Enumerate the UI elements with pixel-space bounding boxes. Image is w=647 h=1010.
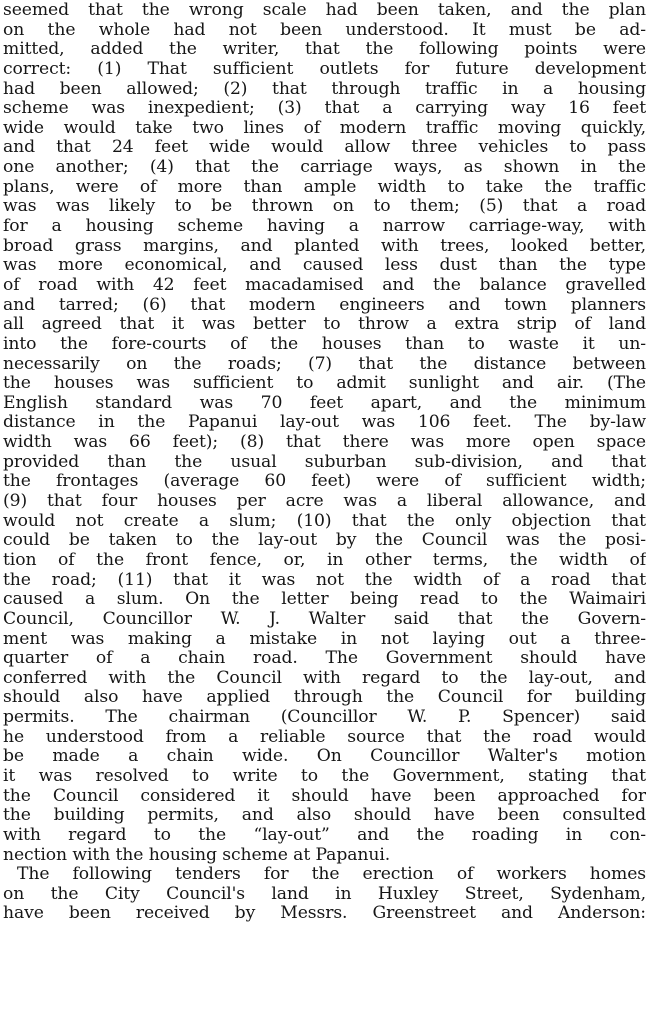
text-line: the building permits, and also should have been consulted — [3, 806, 646, 826]
text-line: correct: (1) That sufficient outlets for future development — [3, 59, 646, 79]
text-line: English standard was 70 feet apart, and the minimum — [3, 393, 646, 413]
text-line: be made a chain wide. On Councillor Walter's motion — [3, 747, 646, 767]
text-line: plans, were of more than ample width to take the traffic — [3, 177, 646, 197]
text-line: into the fore-courts of the houses than to waste it un- — [3, 334, 646, 354]
text-line: on the whole had not been understood. It must be ad- — [3, 20, 646, 40]
text-line: would not create a slum; (10) that the only objection that — [3, 511, 646, 531]
text-line: tion of the front fence, or, in other terms, the width of — [3, 550, 646, 570]
text-line: scheme was inexpedient; (3) that a carrying way 16 feet — [3, 99, 646, 119]
text-line: the road; (11) that it was not the width of a road that — [3, 570, 646, 590]
text-line: conferred with the Council with regard to the lay-out, and — [3, 668, 646, 688]
text-line: should also have applied through the Council for building — [3, 688, 646, 708]
text-line: was more economical, and caused less dust than the type — [3, 256, 646, 276]
paragraph-start-line: The following tenders for the erection of workers homes — [17, 865, 646, 885]
text-line: the houses was sufficient to admit sunlight and air. (The — [3, 374, 646, 394]
text-line: distance in the Papanui lay-out was 106 feet. The by-law — [3, 413, 646, 433]
text-line: the frontages (average 60 feet) were of sufficient width; — [3, 472, 646, 492]
paragraph-end-line: nection with the housing scheme at Papanui. — [3, 845, 391, 865]
text-line: he understood from a reliable source that the road would — [3, 727, 646, 747]
text-line: and tarred; (6) that modern engineers and town planners — [3, 295, 646, 315]
text-line: (9) that four houses per acre was a liberal allowance, and — [3, 492, 646, 512]
text-line: of road with 42 feet macadamised and the balance gravelled — [3, 275, 646, 295]
text-line: and that 24 feet wide would allow three vehicles to pass — [3, 138, 646, 158]
text-line: ment was making a mistake in not laying out a three- — [3, 629, 646, 649]
text-line: could be taken to the lay-out by the Council was the posi- — [3, 531, 646, 551]
text-line: on the City Council's land in Huxley Street, Sydenham, — [3, 884, 646, 904]
text-line: for a housing scheme having a narrow carriage-way, with — [3, 217, 646, 237]
text-line: the Council considered it should have been approached for — [3, 786, 646, 806]
text-line: have been received by Messrs. Greenstreet and Anderson: — [3, 904, 646, 924]
text-line: it was resolved to write to the Government, stating that — [3, 766, 646, 786]
text-line: seemed that the wrong scale had been taken, and the plan — [3, 1, 646, 20]
text-line: had been allowed; (2) that through traffic in a housing — [3, 79, 646, 99]
text-line: Council, Councillor W. J. Walter said that the Govern- — [3, 609, 646, 629]
text-line: quarter of a chain road. The Government should have — [3, 649, 646, 669]
text-line: mitted, added the writer, that the following points were — [3, 40, 646, 60]
text-line: all agreed that it was better to throw a extra strip of land — [3, 315, 646, 335]
text-line: broad grass margins, and planted with trees, looked better, — [3, 236, 646, 256]
text-line: necessarily on the roads; (7) that the distance between — [3, 354, 646, 374]
text-line: caused a slum. On the letter being read to the Waimairi — [3, 590, 646, 610]
text-line: permits. The chairman (Councillor W. P. Spencer) said — [3, 708, 646, 728]
text-line: was was likely to be thrown on to them; (5) that a road — [3, 197, 646, 217]
text-line: provided than the usual suburban sub-division, and that — [3, 452, 646, 472]
text-line: with regard to the “lay-out” and the roading in con- — [3, 825, 646, 845]
text-line: one another; (4) that the carriage ways, as shown in the — [3, 158, 646, 178]
text-line: wide would take two lines of modern traffic moving quickly, — [3, 118, 646, 138]
text-line: width was 66 feet); (8) that there was more open space — [3, 433, 646, 453]
